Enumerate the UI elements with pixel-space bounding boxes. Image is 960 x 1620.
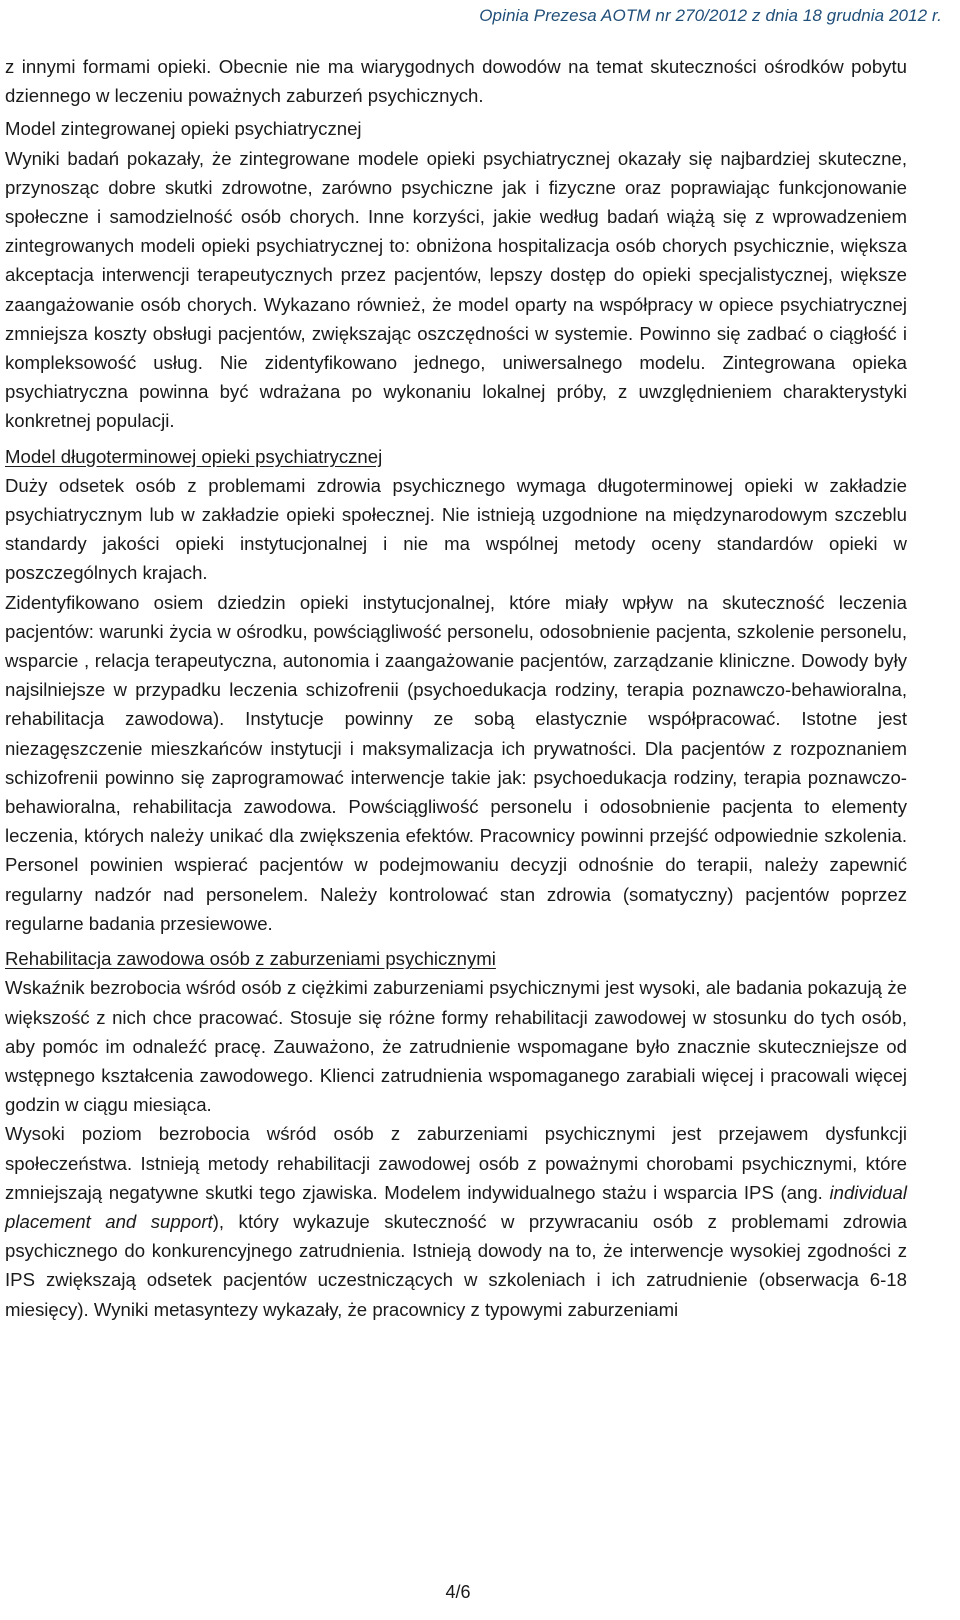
section-heading-long-term-care: Model długoterminowej opieki psychiatrycznej: [5, 445, 383, 467]
document-body: [5, 52, 907, 1324]
document-title: Opinia Prezesa AOTM nr 270/2012 z dnia 18 grudnia 2012 r.: [479, 6, 942, 25]
page-header: [0, 0, 960, 38]
paragraph-text: Wysoki poziom bezrobocia wśród osób z zaburzeniami psychicznymi jest przejawem dysfunkcji społeczeństwa. Istnieją metody rehabilitacji zawodowej osób z poważnymi chorobami psychicznymi, które zmniejszają negatywne skutki tego zjawiska. Modelem indywidualnego stażu i wsparcia IPS (ang.: [5, 1123, 907, 1203]
long-term-care-paragraph-1: Duży odsetek osób z problemami zdrowia psychicznego wymaga długoterminowej opieki w zakładzie psychiatrycznym lub w zakładzie opieki społecznej. Nie istnieją uzgodnione na międzynarodowym szczeblu standardy jakości opieki instytucjonalnej i nie ma wspólnej metody oceny standardów opieki w poszczególnych krajach.: [5, 474, 907, 584]
paragraph-text: ), który wykazuje skuteczność w przywracaniu osób z problemami zdrowia psychicznego do konkurencyjnego zatrudnienia. Istnieją dowody na to, że interwencje wysokiej zgodności z IPS zwiększają odsetek pacjentów uczestniczących w szkoleniach i ich zatrudnienie (obserwacja 6-18 miesięcy). Wyniki metasyntezy wykazały, że pracownicy z typowymi zaburzeniami: [5, 1210, 907, 1320]
intro-paragraph: z innymi formami opieki. Obecnie nie ma wiarygodnych dowodów na temat skuteczności ośrodków pobytu dziennego w leczeniu poważnych zaburzeń psychicznych.: [5, 56, 907, 107]
section-heading-integrated-care: Model zintegrowanej opieki psychiatrycznej: [5, 118, 362, 140]
section-heading-vocational-rehabilitation: Rehabilitacja zawodowa osób z zaburzeniami psychicznymi: [5, 948, 496, 970]
vocational-rehabilitation-paragraph-2: [5, 1119, 907, 1323]
ips-english-term: individual placement and support: [5, 1181, 907, 1232]
long-term-care-paragraph-2: Zidentyfikowano osiem dziedzin opieki instytucjonalnej, które miały wpływ na skuteczność leczenia pacjentów: warunki życia w ośrodku, powściągliwość personelu, odosobnienie pacjenta, szkolenie personelu, wsparcie , relacja terapeutyczna, autonomia i zaangażowanie pacjentów, zarządzanie kliniczne. Dowody były najsilniejsze w przypadku leczenia schizofrenii (psychoedukacja rodziny, terapia poznawczo-behawioralna, rehabilitacja zawodowa). Instytucje powinny ze sobą elastycznie współpracować. Istotne jest niezagęszczenie mieszkańców instytucji i maksymalizacja ich prywatności. Dla pacjentów z rozpoznaniem schizofrenii powinno się zaprogramować interwencje takie jak: psychoedukacja rodziny, terapia poznawczo-behawioralna, rehabilitacja zawodowa. Powściągliwość personelu i odosobnienie pacjenta to elementy leczenia, których należy unikać dla zwiększenia efektów. Pracownicy powinni przejść odpowiednie szkolenia. Personel powinien wspierać pacjentów w podejmowaniu decyzji odnośnie do terapii, należy zapewnić regularny nadzór nad personelem. Należy kontrolować stan zdrowia (somatyczny) pacjentów poprzez regularne badania przesiewowe.: [5, 591, 907, 934]
vocational-rehabilitation-paragraph-1: Wskaźnik bezrobocia wśród osób z ciężkimi zaburzeniami psychicznymi jest wysoki, ale badania pokazują że większość z nich chce pracować. Stosuje się różne formy rehabilitacji zawodowej w stosunku do tych osób, aby pomóc im odnaleźć pracę. Zauważono, że zatrudnienie wspomagane było znacznie skuteczniejsze od wstępnego kształcenia zawodowego. Klienci zatrudnienia wspomaganego zarabiali więcej i pracowali więcej godzin w ciągu miesiąca.: [5, 977, 907, 1116]
page-number: 4/6: [445, 1582, 471, 1602]
integrated-care-paragraph: Wyniki badań pokazały, że zintegrowane modele opieki psychiatrycznej okazały się najbardziej skuteczne, przynosząc dobre skutki zdrowotne, zarówno psychiczne jak i fizyczne oraz poprawiając funkcjonowanie społeczne i samodzielność osób chorych. Inne korzyści, jakie według badań wiążą się z wprowadzeniem zintegrowanych modeli opieki psychiatrycznej to: obniżona hospitalizacja osób chorych psychicznie, większa akceptacja interwencji terapeutycznych przez pacjentów, lepszy dostęp do opieki specjalistycznej, większe zaangażowanie osób chorych. Wykazano również, że model oparty na współpracy w opiece psychiatrycznej zmniejsza koszty obsługi pacjentów, zwiększając oszczędności w systemie. Powinno się zadbać o ciągłość i kompleksowość usług. Nie zidentyfikowano jednego, uniwersalnego modelu. Zintegrowana opieka psychiatryczna powinna być wdrażana po wykonaniu lokalnej próby, z uwzględnieniem charakterystyki konkretnej populacji.: [5, 147, 907, 432]
